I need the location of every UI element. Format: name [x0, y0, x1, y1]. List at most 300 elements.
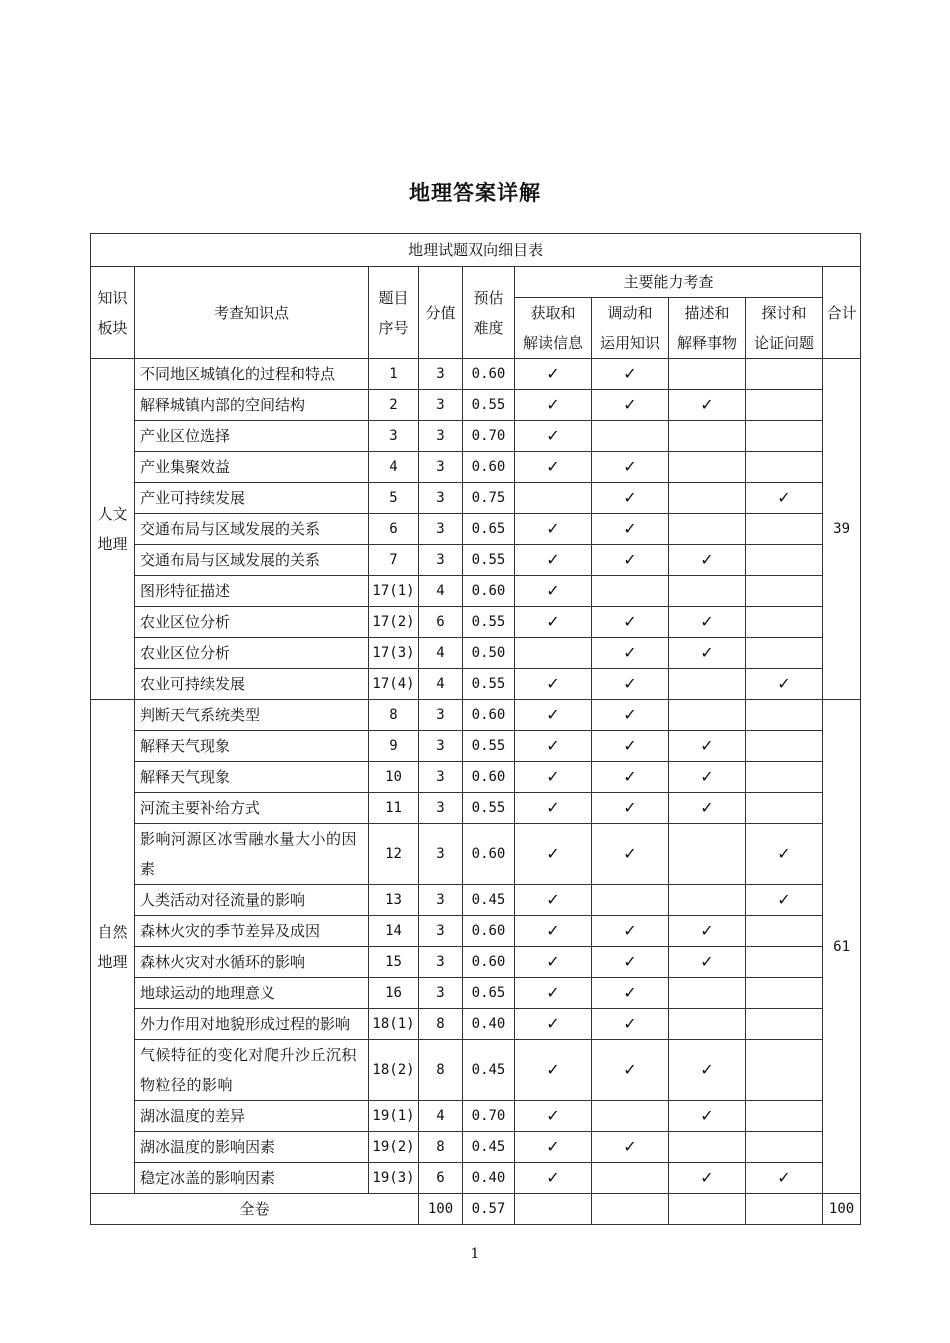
qno-cell: 2 [369, 390, 419, 421]
score-cell: 8 [419, 1132, 463, 1163]
check-icon: ✓ [546, 736, 560, 755]
table-row [91, 483, 861, 514]
ability-cell [669, 359, 746, 390]
topic-cell: 地球运动的地理意义 [135, 978, 369, 1009]
qno-cell: 19(2) [369, 1132, 419, 1163]
ability-cell [592, 1040, 669, 1101]
check-icon: ✓ [546, 705, 560, 724]
ability-cell [592, 514, 669, 545]
score-cell: 3 [419, 916, 463, 947]
ability-cell [746, 452, 823, 483]
ability-cell [592, 1101, 669, 1132]
header-ability-4: 探讨和 论证问题 [746, 298, 823, 359]
difficulty-cell: 0.55 [463, 390, 515, 421]
check-icon: ✓ [623, 1137, 637, 1156]
spec-table [90, 233, 861, 1225]
header-ability-group: 主要能力考查 [515, 267, 823, 298]
check-icon: ✓ [546, 581, 560, 600]
ability-cell [592, 1163, 669, 1194]
difficulty-cell: 0.45 [463, 1132, 515, 1163]
ability-cell [592, 638, 669, 669]
score-cell: 3 [419, 824, 463, 885]
check-icon: ✓ [700, 952, 714, 971]
ability-cell [515, 638, 592, 669]
ability-cell [669, 576, 746, 607]
qno-cell: 17(4) [369, 669, 419, 700]
table-row [91, 1132, 861, 1163]
qno-cell: 4 [369, 452, 419, 483]
qno-cell: 17(1) [369, 576, 419, 607]
ability-cell [746, 421, 823, 452]
table-row [91, 1040, 861, 1101]
topic-cell: 河流主要补给方式 [135, 793, 369, 824]
topic-cell: 产业区位选择 [135, 421, 369, 452]
ability-cell [592, 669, 669, 700]
check-icon: ✓ [623, 364, 637, 383]
table-row [91, 421, 861, 452]
page-number: 1 [470, 1246, 480, 1262]
ability-cell [746, 947, 823, 978]
ability-cell [592, 947, 669, 978]
ability-cell [515, 452, 592, 483]
ability-cell [669, 514, 746, 545]
check-icon: ✓ [546, 983, 560, 1002]
table-row [91, 1163, 861, 1194]
ability-cell [515, 1101, 592, 1132]
footer-ability-cell [515, 1194, 592, 1225]
qno-cell: 7 [369, 545, 419, 576]
check-icon: ✓ [546, 890, 560, 909]
ability-cell [592, 824, 669, 885]
table-row [91, 576, 861, 607]
qno-cell: 10 [369, 762, 419, 793]
difficulty-cell: 0.60 [463, 824, 515, 885]
ability-cell [515, 1132, 592, 1163]
ability-cell [515, 607, 592, 638]
ability-cell [515, 1009, 592, 1040]
difficulty-cell: 0.60 [463, 452, 515, 483]
check-icon: ✓ [700, 736, 714, 755]
score-cell: 8 [419, 1040, 463, 1101]
ability-cell [746, 483, 823, 514]
ability-cell [669, 731, 746, 762]
footer-total: 100 [823, 1194, 861, 1225]
difficulty-cell: 0.40 [463, 1163, 515, 1194]
ability-cell [746, 607, 823, 638]
footer-label: 全卷 [91, 1194, 419, 1225]
check-icon: ✓ [546, 519, 560, 538]
check-icon: ✓ [777, 890, 791, 909]
header-ability-3: 描述和 解释事物 [669, 298, 746, 359]
topic-cell: 解释天气现象 [135, 731, 369, 762]
ability-cell [669, 793, 746, 824]
check-icon: ✓ [623, 921, 637, 940]
table-row [91, 978, 861, 1009]
ability-cell [592, 978, 669, 1009]
check-icon: ✓ [700, 1168, 714, 1187]
ability-cell [592, 359, 669, 390]
footer-ability-cell [592, 1194, 669, 1225]
section-total-cell: 39 [823, 359, 861, 700]
check-icon: ✓ [700, 395, 714, 414]
topic-cell: 产业集聚效益 [135, 452, 369, 483]
ability-cell [592, 576, 669, 607]
check-icon: ✓ [546, 674, 560, 693]
ability-cell [592, 452, 669, 483]
check-icon: ✓ [700, 1060, 714, 1079]
ability-cell [515, 824, 592, 885]
difficulty-cell: 0.60 [463, 700, 515, 731]
qno-cell: 8 [369, 700, 419, 731]
ability-cell [746, 1132, 823, 1163]
table-row [91, 669, 861, 700]
ability-cell [746, 1163, 823, 1194]
topic-cell: 气候特征的变化对爬升沙丘沉积物粒径的影响 [135, 1040, 369, 1101]
ability-cell [746, 545, 823, 576]
ability-cell [515, 916, 592, 947]
ability-cell [746, 514, 823, 545]
ability-cell [592, 1132, 669, 1163]
table-row [91, 638, 861, 669]
table-row [91, 731, 861, 762]
score-cell: 3 [419, 421, 463, 452]
topic-cell: 湖冰温度的差异 [135, 1101, 369, 1132]
score-cell: 3 [419, 762, 463, 793]
difficulty-cell: 0.60 [463, 576, 515, 607]
ability-cell [746, 978, 823, 1009]
difficulty-cell: 0.55 [463, 793, 515, 824]
table-row [91, 824, 861, 885]
page-title: 地理答案详解 [409, 181, 541, 205]
check-icon: ✓ [623, 767, 637, 786]
check-icon: ✓ [623, 643, 637, 662]
check-icon: ✓ [623, 674, 637, 693]
check-icon: ✓ [700, 612, 714, 631]
ability-cell [669, 545, 746, 576]
score-cell: 6 [419, 1163, 463, 1194]
check-icon: ✓ [546, 612, 560, 631]
qno-cell: 15 [369, 947, 419, 978]
ability-cell [515, 978, 592, 1009]
table-row [91, 1101, 861, 1132]
score-cell: 4 [419, 576, 463, 607]
table-row [91, 545, 861, 576]
score-cell: 3 [419, 483, 463, 514]
header-ability-2: 调动和 运用知识 [592, 298, 669, 359]
qno-cell: 19(3) [369, 1163, 419, 1194]
ability-cell [746, 1040, 823, 1101]
ability-cell [669, 1040, 746, 1101]
ability-cell [746, 731, 823, 762]
difficulty-cell: 0.65 [463, 514, 515, 545]
difficulty-cell: 0.40 [463, 1009, 515, 1040]
check-icon: ✓ [623, 983, 637, 1002]
topic-cell: 影响河源区冰雪融水量大小的因素 [135, 824, 369, 885]
qno-cell: 17(2) [369, 607, 419, 638]
difficulty-cell: 0.60 [463, 762, 515, 793]
footer-ability-cell [669, 1194, 746, 1225]
score-cell: 3 [419, 452, 463, 483]
ability-cell [669, 700, 746, 731]
ability-cell [592, 885, 669, 916]
ability-cell [746, 824, 823, 885]
table-row [91, 916, 861, 947]
difficulty-cell: 0.60 [463, 916, 515, 947]
ability-cell [592, 793, 669, 824]
difficulty-cell: 0.70 [463, 1101, 515, 1132]
score-cell: 3 [419, 731, 463, 762]
qno-cell: 3 [369, 421, 419, 452]
ability-cell [669, 1101, 746, 1132]
ability-cell [746, 700, 823, 731]
score-cell: 4 [419, 669, 463, 700]
ability-cell [669, 978, 746, 1009]
ability-cell [669, 824, 746, 885]
header-block: 知识 板块 [91, 267, 135, 359]
ability-cell [592, 916, 669, 947]
topic-cell: 图形特征描述 [135, 576, 369, 607]
ability-cell [515, 1040, 592, 1101]
qno-cell: 5 [369, 483, 419, 514]
ability-cell [515, 576, 592, 607]
score-cell: 3 [419, 978, 463, 1009]
topic-cell: 外力作用对地貌形成过程的影响 [135, 1009, 369, 1040]
ability-cell [746, 762, 823, 793]
ability-cell [746, 359, 823, 390]
footer-difficulty: 0.57 [463, 1194, 515, 1225]
header-difficulty: 预估 难度 [463, 267, 515, 359]
ability-cell [669, 638, 746, 669]
check-icon: ✓ [546, 1060, 560, 1079]
qno-cell: 11 [369, 793, 419, 824]
ability-cell [669, 1163, 746, 1194]
score-cell: 4 [419, 638, 463, 669]
footer-ability-cell [746, 1194, 823, 1225]
ability-cell [669, 762, 746, 793]
check-icon: ✓ [546, 364, 560, 383]
topic-cell: 解释天气现象 [135, 762, 369, 793]
ability-cell [669, 885, 746, 916]
table-row [91, 762, 861, 793]
check-icon: ✓ [623, 612, 637, 631]
ability-cell [515, 421, 592, 452]
check-icon: ✓ [546, 921, 560, 940]
ability-cell [515, 762, 592, 793]
check-icon: ✓ [546, 550, 560, 569]
score-cell: 3 [419, 700, 463, 731]
ability-cell [515, 483, 592, 514]
difficulty-cell: 0.55 [463, 607, 515, 638]
ability-cell [669, 1132, 746, 1163]
score-cell: 3 [419, 885, 463, 916]
ability-cell [515, 545, 592, 576]
ability-cell [669, 669, 746, 700]
qno-cell: 13 [369, 885, 419, 916]
header-total: 合计 [823, 267, 861, 359]
difficulty-cell: 0.65 [463, 978, 515, 1009]
check-icon: ✓ [623, 519, 637, 538]
check-icon: ✓ [700, 921, 714, 940]
ability-cell [592, 700, 669, 731]
header-ability-1: 获取和 解读信息 [515, 298, 592, 359]
check-icon: ✓ [546, 844, 560, 863]
ability-cell [746, 576, 823, 607]
topic-cell: 交通布局与区域发展的关系 [135, 514, 369, 545]
score-cell: 3 [419, 545, 463, 576]
topic-cell: 农业区位分析 [135, 607, 369, 638]
qno-cell: 18(2) [369, 1040, 419, 1101]
ability-cell [746, 390, 823, 421]
table-row [91, 947, 861, 978]
check-icon: ✓ [777, 488, 791, 507]
topic-cell: 湖冰温度的影响因素 [135, 1132, 369, 1163]
check-icon: ✓ [623, 457, 637, 476]
table-row [91, 514, 861, 545]
ability-cell [515, 885, 592, 916]
table-row [91, 452, 861, 483]
difficulty-cell: 0.55 [463, 545, 515, 576]
check-icon: ✓ [623, 705, 637, 724]
ability-cell [669, 483, 746, 514]
topic-cell: 农业区位分析 [135, 638, 369, 669]
qno-cell: 16 [369, 978, 419, 1009]
section-total-cell: 61 [823, 700, 861, 1194]
check-icon: ✓ [623, 798, 637, 817]
table-row [91, 885, 861, 916]
ability-cell [746, 669, 823, 700]
ability-cell [515, 390, 592, 421]
topic-cell: 农业可持续发展 [135, 669, 369, 700]
score-cell: 3 [419, 514, 463, 545]
ability-cell [669, 1009, 746, 1040]
ability-cell [515, 731, 592, 762]
qno-cell: 14 [369, 916, 419, 947]
difficulty-cell: 0.70 [463, 421, 515, 452]
ability-cell [592, 390, 669, 421]
qno-cell: 9 [369, 731, 419, 762]
ability-cell [669, 452, 746, 483]
score-cell: 3 [419, 359, 463, 390]
score-cell: 6 [419, 607, 463, 638]
check-icon: ✓ [623, 736, 637, 755]
ability-cell [746, 793, 823, 824]
header-qno: 题目 序号 [369, 267, 419, 359]
check-icon: ✓ [700, 767, 714, 786]
ability-cell [515, 1163, 592, 1194]
check-icon: ✓ [623, 844, 637, 863]
table-row [91, 700, 861, 731]
header-score: 分值 [419, 267, 463, 359]
check-icon: ✓ [623, 395, 637, 414]
check-icon: ✓ [623, 952, 637, 971]
check-icon: ✓ [777, 1168, 791, 1187]
difficulty-cell: 0.45 [463, 1040, 515, 1101]
topic-cell: 稳定冰盖的影响因素 [135, 1163, 369, 1194]
check-icon: ✓ [700, 1106, 714, 1125]
table-row [91, 390, 861, 421]
qno-cell: 12 [369, 824, 419, 885]
ability-cell [592, 607, 669, 638]
qno-cell: 6 [369, 514, 419, 545]
check-icon: ✓ [623, 1060, 637, 1079]
check-icon: ✓ [700, 798, 714, 817]
ability-cell [669, 916, 746, 947]
qno-cell: 1 [369, 359, 419, 390]
topic-cell: 森林火灾的季节差异及成因 [135, 916, 369, 947]
qno-cell: 17(3) [369, 638, 419, 669]
check-icon: ✓ [777, 674, 791, 693]
difficulty-cell: 0.55 [463, 669, 515, 700]
score-cell: 3 [419, 793, 463, 824]
topic-cell: 人类活动对径流量的影响 [135, 885, 369, 916]
check-icon: ✓ [623, 488, 637, 507]
check-icon: ✓ [546, 1168, 560, 1187]
score-cell: 3 [419, 390, 463, 421]
ability-cell [746, 1009, 823, 1040]
check-icon: ✓ [546, 798, 560, 817]
ability-cell [669, 607, 746, 638]
difficulty-cell: 0.50 [463, 638, 515, 669]
ability-cell [669, 421, 746, 452]
score-cell: 8 [419, 1009, 463, 1040]
check-icon: ✓ [700, 550, 714, 569]
ability-cell [669, 947, 746, 978]
ability-cell [592, 421, 669, 452]
ability-cell [515, 669, 592, 700]
check-icon: ✓ [546, 457, 560, 476]
table-row [91, 793, 861, 824]
topic-cell: 交通布局与区域发展的关系 [135, 545, 369, 576]
topic-cell: 解释城镇内部的空间结构 [135, 390, 369, 421]
ability-cell [515, 947, 592, 978]
check-icon: ✓ [546, 395, 560, 414]
table-caption: 地理试题双向细目表 [91, 234, 861, 267]
score-cell: 4 [419, 1101, 463, 1132]
ability-cell [746, 638, 823, 669]
ability-cell [746, 916, 823, 947]
check-icon: ✓ [546, 1106, 560, 1125]
table-row [91, 607, 861, 638]
qno-cell: 18(1) [369, 1009, 419, 1040]
ability-cell [515, 793, 592, 824]
check-icon: ✓ [546, 1137, 560, 1156]
qno-cell: 19(1) [369, 1101, 419, 1132]
ability-cell [592, 731, 669, 762]
check-icon: ✓ [623, 1014, 637, 1033]
check-icon: ✓ [546, 426, 560, 445]
footer-row [91, 1194, 861, 1225]
topic-cell: 森林火灾对水循环的影响 [135, 947, 369, 978]
difficulty-cell: 0.45 [463, 885, 515, 916]
block-cell: 人文 地理 [91, 359, 135, 700]
ability-cell [515, 700, 592, 731]
difficulty-cell: 0.55 [463, 731, 515, 762]
table-row [91, 359, 861, 390]
check-icon: ✓ [546, 767, 560, 786]
difficulty-cell: 0.60 [463, 359, 515, 390]
ability-cell [669, 390, 746, 421]
check-icon: ✓ [546, 952, 560, 971]
ability-cell [515, 359, 592, 390]
ability-cell [746, 1101, 823, 1132]
difficulty-cell: 0.60 [463, 947, 515, 978]
check-icon: ✓ [546, 1014, 560, 1033]
ability-cell [746, 885, 823, 916]
block-cell: 自然 地理 [91, 700, 135, 1194]
footer-score: 100 [419, 1194, 463, 1225]
table-row [91, 1009, 861, 1040]
ability-cell [592, 1009, 669, 1040]
